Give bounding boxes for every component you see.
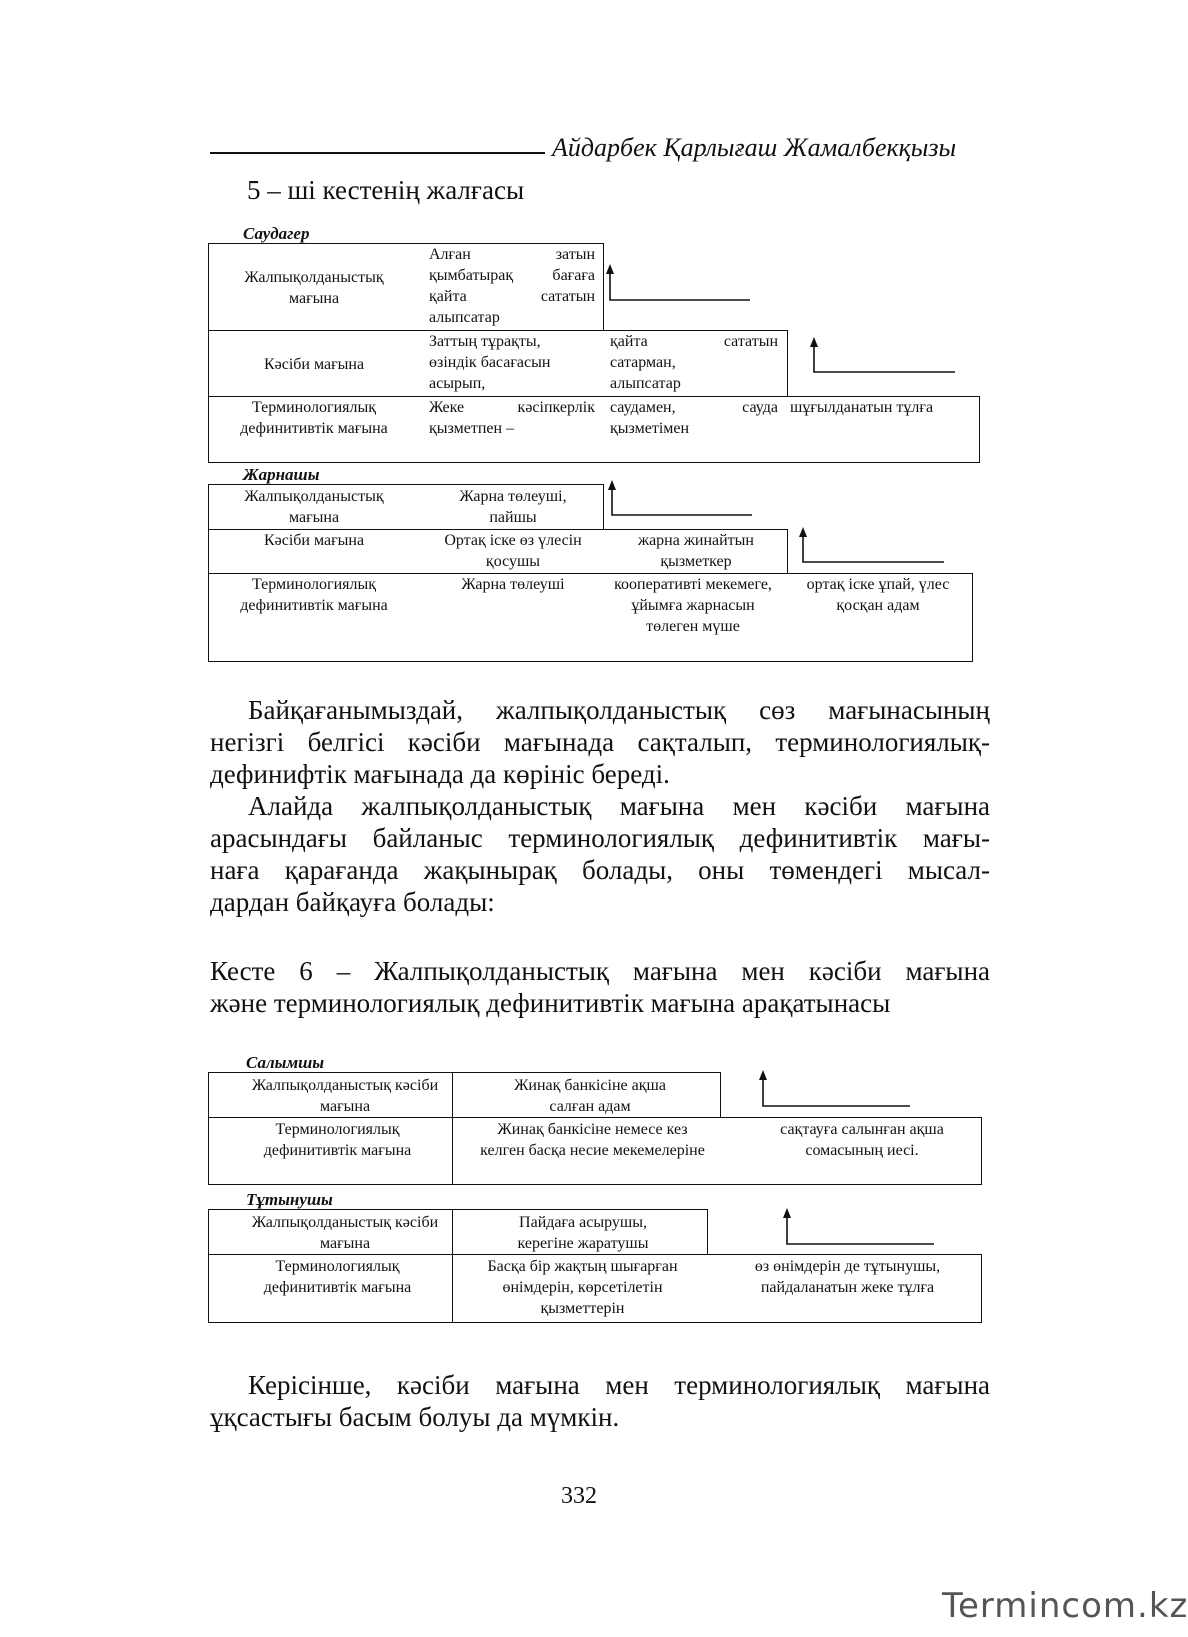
table-continuation-title: 5 – ші кестенің жалғасы [247, 175, 525, 205]
tutynushy-row2-head: Терминологиялық дефинитивтік мағына [263, 1258, 412, 1296]
saudager-row3-c3: шұғылданатын тұлға [790, 399, 934, 416]
paragraph-1: Байқағанымыздай, жалпықолданыстық сөз мағынасының негізгі белгісі кәсіби мағынада сақталып, терминологиялық- дефинифтік мағынада да көрініс береді. [210, 695, 990, 789]
salymshy-label: Салымшы [246, 1053, 325, 1072]
tutynushy-row1-c1: Пайдаға асырушы, керегіне жаратушы [517, 1214, 649, 1252]
arrow-icon [763, 1078, 910, 1106]
arrow-icon [612, 488, 752, 515]
jarnashy-row1-head: Жалпықолданыстық мағына [244, 488, 384, 526]
salymshy-row2-head: Терминологиялық дефинитивтік мағына [263, 1121, 412, 1159]
arrow-icon [803, 535, 944, 562]
jarnashy-row1-c1: Жарна төлеуші, пайшы [459, 488, 567, 526]
watermark-logo: Termincom.kz [942, 1586, 1188, 1626]
arrow-icon [610, 272, 750, 300]
tutynushy-row2-c2: өз өнімдерін де тұтынушы, пайдаланатын жеке тұлға [754, 1258, 941, 1296]
running-header-author: Айдарбек Қарлығаш Жамалбекқызы [552, 133, 957, 162]
tutynushy-row2-c1: Басқа бір жақтың шығарған өнімдерін, көрсетілетін қызметтерін [487, 1258, 678, 1317]
jarnashy-row2-c1: Ортақ іске өз үлесін қосушы [444, 532, 582, 570]
paragraph-2: Алайда жалпықолданыстық мағына мен кәсіби мағына арасындағы байланыс терминологиялық дефинитивтік мағы- наға қарағанда жақынырақ болады, оны төмендегі мысал- дардан байқауға болады: [210, 791, 990, 917]
saudager-row3-c1: Жеке кәсіпкерлік қызметпен – [429, 399, 595, 437]
paragraph-3: Керісінше, кәсіби мағына мен терминологиялық мағына ұқсастығы басым болуы да мүмкін. [210, 1370, 990, 1432]
saudager-row2-c2: қайта сататын сатарман, алыпсатар [610, 333, 778, 392]
jarnashy-row3-c2: кооперативті мекемеге, ұйымға жарнасын төлеген мүше [614, 576, 772, 635]
saudager-row2-head: Кәсіби мағына [263, 356, 365, 373]
jarnashy-row3-head: Терминологиялық дефинитивтік мағына [240, 576, 388, 614]
arrow-icon [814, 345, 955, 372]
salymshy-row2-c1: Жинақ банкісіне немесе кез келген басқа несие мекемелеріне [480, 1121, 705, 1159]
saudager-row1-c1: Алған затын қымбатырақ бағаға қайта сататын алыпсатар [429, 246, 595, 326]
salymshy-row1-c1: Жинақ банкісіне ақша салған адам [514, 1077, 666, 1115]
salymshy-row2-c2: сақтауға салынған ақша сомасының иесі. [780, 1121, 944, 1159]
tutynushy-label: Тұтынушы [246, 1190, 333, 1209]
jarnashy-row2-head: Кәсіби мағына [263, 532, 365, 549]
jarnashy-row3-c1: Жарна төлеуші [461, 576, 565, 593]
saudager-row1-head: Жалпықолданыстық мағына [244, 269, 384, 307]
saudager-row3-c2: саудамен, сауда қызметімен [610, 399, 778, 437]
saudager-row2-c1: Заттың тұрақты, өзіндік басағасын асырып, [429, 333, 551, 392]
jarnashy-row3-c3: ортақ іске ұпай, үлес қосқан адам [806, 576, 950, 614]
saudager-label: Саудагер [243, 224, 310, 243]
arrow-icon [787, 1216, 934, 1244]
jarnashy-row2-c2: жарна жинайтын қызметкер [638, 532, 754, 570]
table-6-caption: Кесте 6 – Жалпықолданыстық мағына мен кәсіби мағына және терминологиялық дефинитивтік мағына арақатынасы [210, 956, 990, 1018]
tutynushy-row1-head: Жалпықолданыстық кәсіби мағына [251, 1214, 439, 1252]
saudager-row3-head: Терминологиялық дефинитивтік мағына [240, 399, 388, 437]
page-number: 332 [561, 1483, 597, 1509]
salymshy-row1-head: Жалпықолданыстық кәсіби мағына [251, 1077, 439, 1115]
jarnashy-label: Жарнашы [243, 465, 320, 484]
